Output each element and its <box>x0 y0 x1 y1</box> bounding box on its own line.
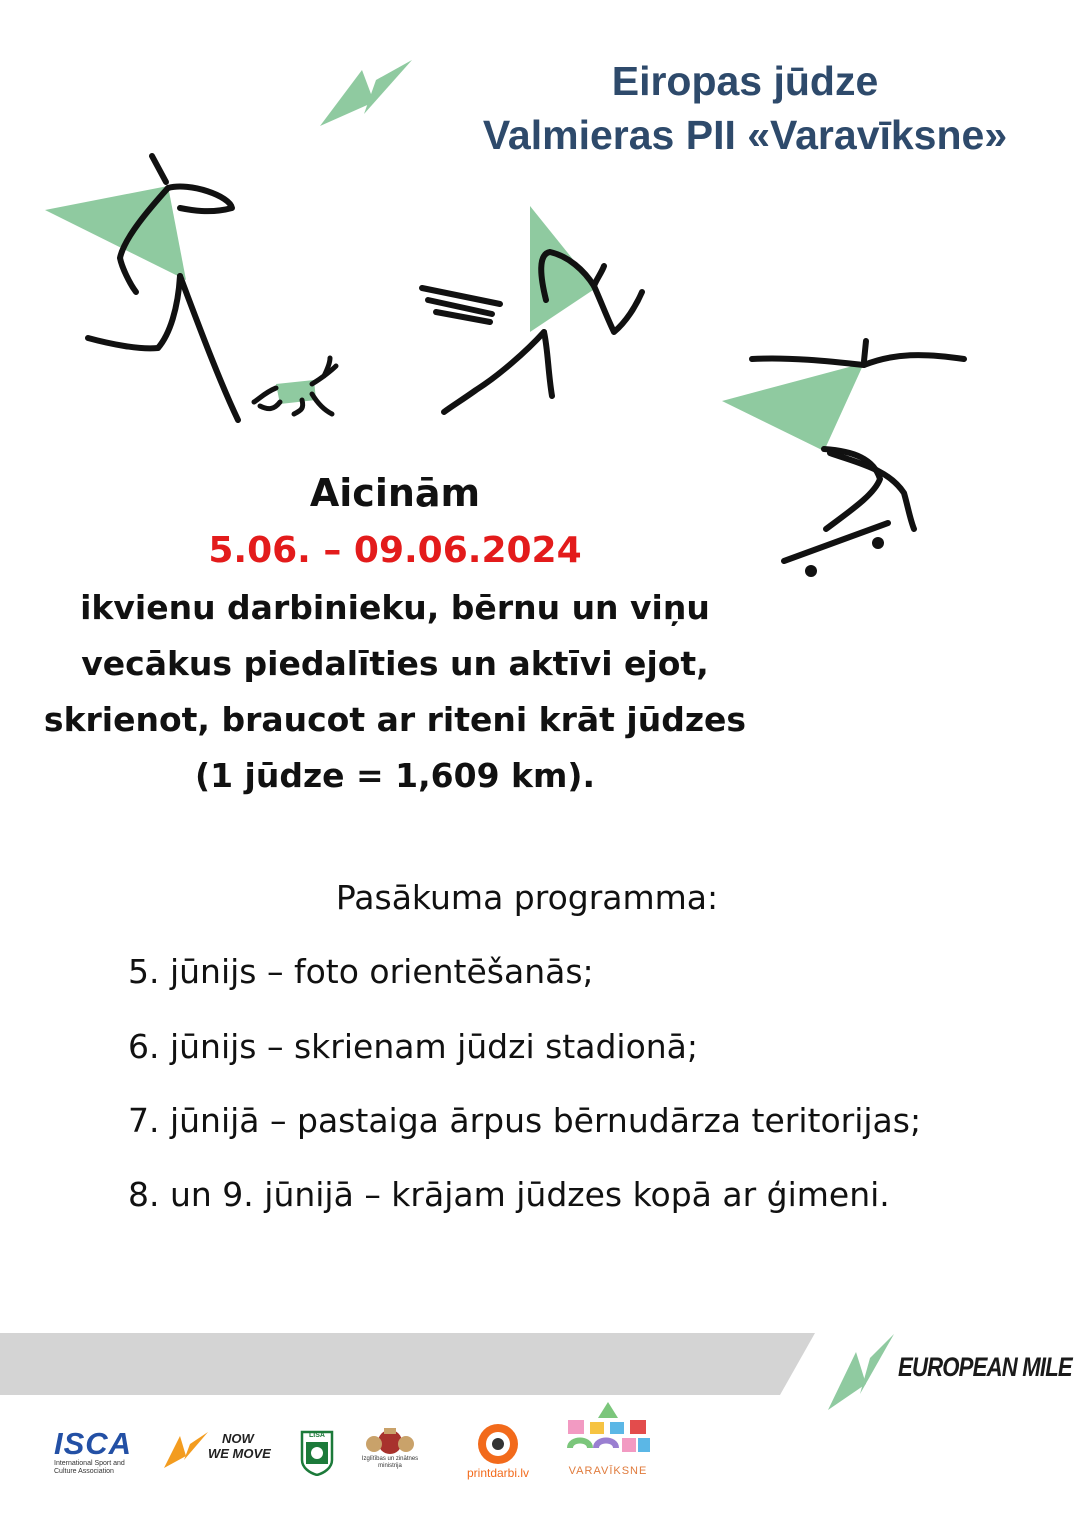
lisa-text: LISA <box>309 1432 325 1439</box>
title-line-2: Valmieras PII «Varavīksne» <box>482 112 1008 158</box>
european-mile-arrow-icon <box>826 1332 896 1412</box>
runner-illustration <box>418 200 658 425</box>
varaviksne-blocks-icon <box>560 1400 656 1464</box>
isca-subtitle-2: Culture Association <box>54 1468 114 1475</box>
invite-heading: Aicinām <box>309 471 481 515</box>
european-mile-brand: EUROPEAN MILE <box>898 1352 1072 1382</box>
isca-subtitle-1: International Sport and <box>54 1460 125 1467</box>
isca-name: ISCA <box>54 1426 133 1461</box>
title-line-1: Eiropas jūdze <box>611 58 879 104</box>
now-we-move-text-2: WE MOVE <box>208 1446 271 1461</box>
invite-line-3: ikvienu darbinieku, bērnu un viņu <box>80 588 710 627</box>
printdarbi-circle-icon <box>458 1422 538 1466</box>
program-item-4: 8. un 9. jūnijā – krājam jūdzes kopā ar ģimeni. <box>128 1175 890 1214</box>
now-we-move-logo <box>162 1430 272 1470</box>
program-heading: Pasākuma programma: <box>335 878 719 917</box>
ministry-coat-of-arms-icon <box>350 1426 430 1456</box>
invite-line-4: vecākus piedalīties un aktīvi ejot, <box>81 644 709 683</box>
ministry-logo <box>350 1426 430 1470</box>
now-we-move-arrow-icon <box>162 1430 210 1470</box>
event-date: 5.06. – 09.06.2024 <box>208 530 582 571</box>
arrow-logo-icon <box>318 58 414 128</box>
lisa-logo <box>300 1430 334 1476</box>
invite-line-5: skrienot, braucot ar riteni krāt jūdzes <box>43 700 747 739</box>
printdarbi-text: printdarbi.lv <box>466 1466 530 1480</box>
printdarbi-logo <box>458 1422 538 1480</box>
program-item-2: 6. jūnijs – skrienam jūdzi stadionā; <box>128 1027 699 1066</box>
program-item-1: 5. jūnijs – foto orientēšanās; <box>128 952 594 991</box>
now-we-move-text-1: NOW <box>222 1431 254 1446</box>
invitation-text <box>30 464 760 804</box>
ministry-text-1: Izglītības un zinātnes <box>361 1456 419 1462</box>
invite-line-6: (1 jūdze = 1,609 km). <box>195 756 595 795</box>
walker-with-dog-illustration <box>40 148 350 433</box>
ministry-text-2: ministrija <box>378 1463 402 1469</box>
varaviksne-logo <box>560 1400 656 1478</box>
isca-logo <box>54 1428 154 1476</box>
program-item-3: 7. jūnijā – pastaiga ārpus bērnudārza teritorijas; <box>128 1101 922 1140</box>
varaviksne-text: VARAVĪKSNE <box>568 1465 648 1477</box>
page-title <box>440 54 1050 162</box>
